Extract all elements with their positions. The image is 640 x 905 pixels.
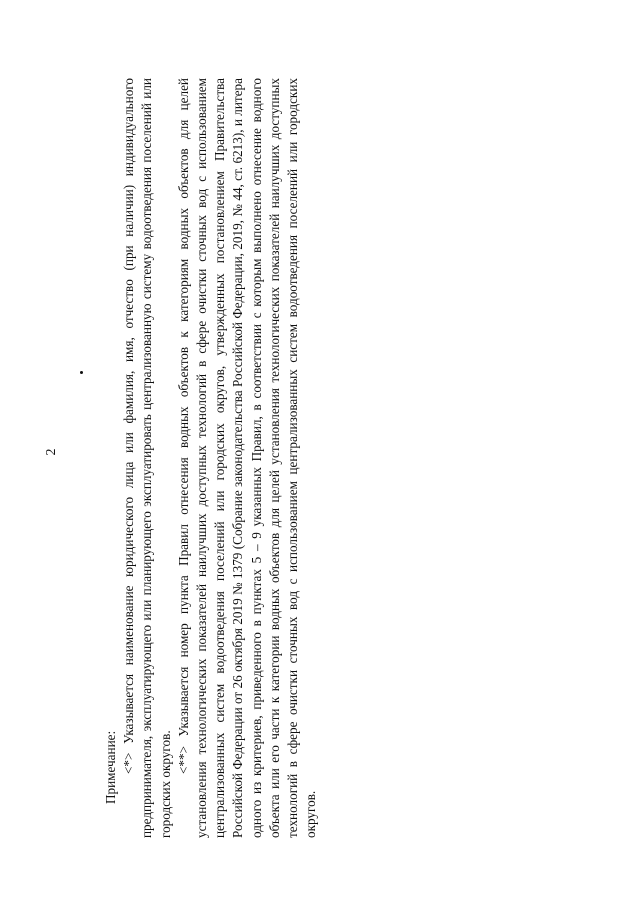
notes-block bbox=[102, 78, 320, 838]
page-number: 2 bbox=[44, 448, 59, 456]
notes-heading: Примечание: bbox=[103, 730, 118, 804]
rotated-document-page bbox=[40, 42, 600, 862]
footnote-1: <*> Указывается наименование юридического лица или фамилия, имя, отчество (при наличии) индивидуального предпринимателя, эксплуатирующего или планирующего эксплуатировать централизованную систему водоотведения поселений или городских округов. bbox=[121, 78, 173, 838]
footnote-2: <**> Указывается номер пункта Правил отнесения водных объектов к категориям водных объектов для целей установления технологических показателей наилучших доступных технологий в сфере очистки сточных вод с использованием централизованных систем водоотведения поселений или городских округов, утвержденных постановлением Правительства Российской Федерации от 26 октября 2019 № 1379 (Собрание законодательства Российской Федерации, 2019, № 44, ст. 6213), и литера одного из критериев, приведенного в пунктах 5 – 9 указанных Правил, в соответствии с которым выполнено отнесение водного объекта или его части к категории водных объектов для целей установления технологических показателей наилучших доступных технологий в сфере очистки сточных вод с использованием централизованных систем водоотведения поселений или городских округов. bbox=[175, 78, 319, 838]
stray-mark bbox=[80, 371, 83, 374]
